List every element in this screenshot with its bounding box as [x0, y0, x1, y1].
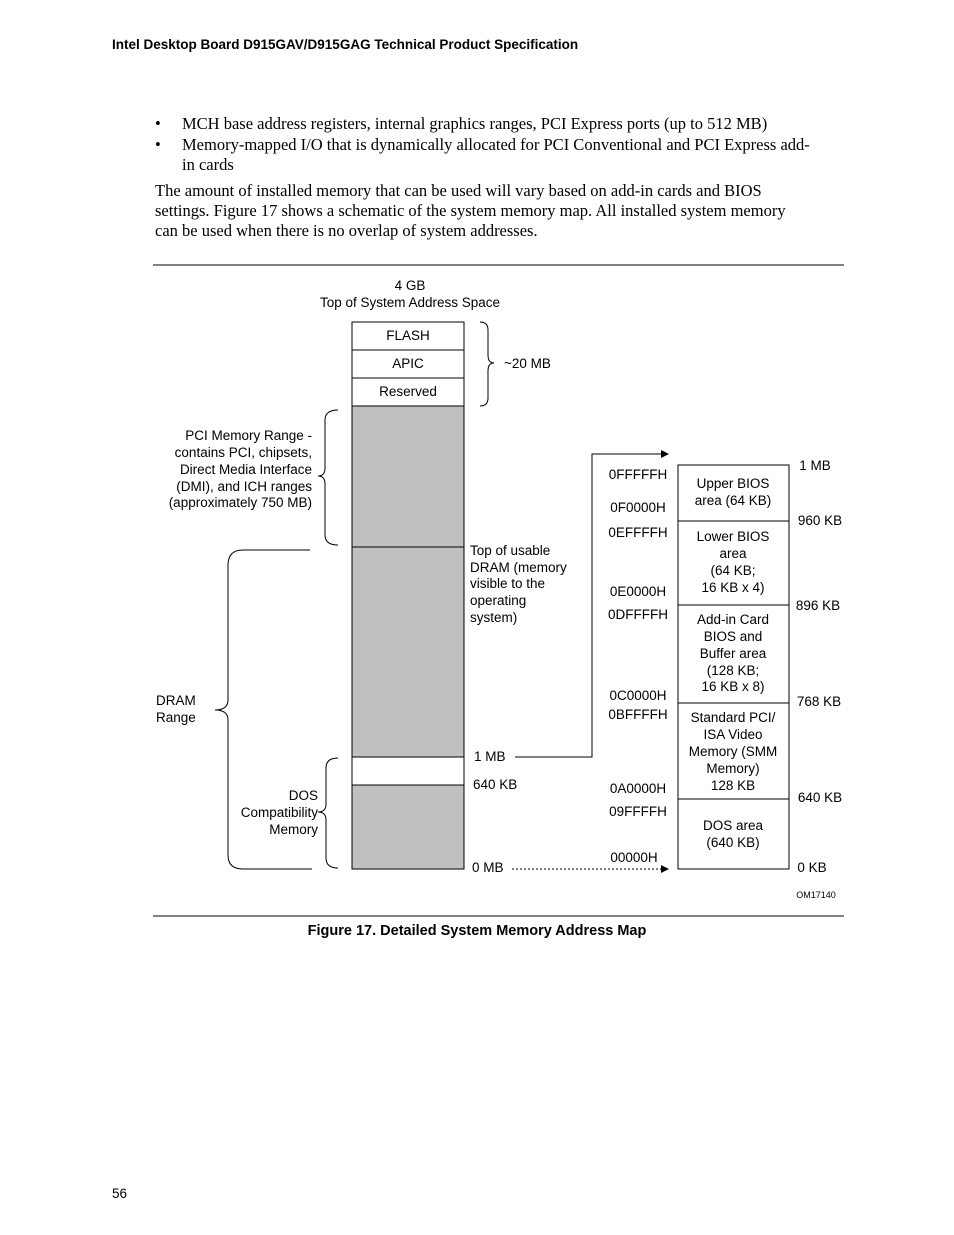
bullet-line: in cards [182, 155, 234, 174]
region-line: Memory (SMM [688, 744, 778, 759]
region-line: Memory) [706, 761, 760, 776]
size-label: 1 MB [799, 458, 831, 473]
region-line: Upper BIOS [696, 476, 770, 491]
page-header: Intel Desktop Board D915GAV/D915GAG Technical Product Specification [112, 37, 579, 52]
pci-range-line: Direct Media Interface [179, 462, 312, 477]
bullet-symbol: • [155, 135, 161, 154]
region-line: (128 KB; [706, 663, 760, 678]
region-line: 16 KB x 4) [701, 580, 765, 595]
size-label: 960 KB [797, 513, 843, 528]
block-label: Reserved [379, 384, 437, 399]
bullet-text: MCH base address registers, internal graphics ranges, PCI Express ports (up to 512 MB) [182, 114, 768, 133]
page-number: 56 [112, 1186, 128, 1201]
paragraph-line: The amount of installed memory that can be used will vary based on add-in cards and BIOS [155, 181, 762, 200]
dram-block [352, 547, 464, 757]
label-1mb-left: 1 MB [474, 749, 506, 764]
block-label: FLASH [386, 328, 430, 343]
top-label-address-space: Top of System Address Space [319, 295, 501, 310]
top-label-4gb: 4 GB [394, 278, 426, 293]
hex-label: 0BFFFFH [608, 707, 668, 722]
top-usable-line: Top of usable [470, 543, 551, 558]
label-20mb: ~20 MB [504, 356, 551, 371]
dos-area-region [678, 799, 789, 869]
hex-address-labels [608, 467, 668, 865]
hex-label: 0E0000H [609, 584, 667, 599]
pci-range-line: (DMI), and ICH ranges [176, 479, 312, 494]
region-line: Add-in Card [696, 612, 770, 627]
pci-range-line: contains PCI, chipsets, [174, 445, 312, 460]
region-line: ISA Video [703, 727, 763, 742]
region-line: 128 KB [710, 778, 756, 793]
top-usable-line: system) [470, 610, 518, 625]
dram-range-line: DRAM [156, 693, 196, 708]
paragraph-line: settings. Figure 17 shows a schematic of the system memory map. All installed system memory [155, 201, 786, 220]
pci-memory-block [352, 406, 464, 547]
region-line: area [719, 546, 747, 561]
region-line: Standard PCI/ [690, 710, 776, 725]
size-label: 640 KB [797, 790, 843, 805]
paragraph-line: can be used when there is no overlap of system addresses. [155, 221, 538, 240]
size-label: 768 KB [796, 694, 842, 709]
brace-pci-range [318, 410, 338, 545]
hex-label: 0F0000H [610, 500, 666, 515]
hex-label: 09FFFFH [609, 804, 667, 819]
bullet-symbol: • [155, 114, 161, 133]
region-line: DOS area [702, 818, 764, 833]
brace-20mb [480, 322, 494, 406]
region-line: BIOS and [703, 629, 763, 644]
label-640kb-left: 640 KB [473, 777, 518, 792]
size-label: 0 KB [797, 860, 827, 875]
hex-label: 0DFFFFH [608, 607, 668, 622]
top-usable-line: DRAM (memory [470, 560, 567, 575]
dos-compat-line: DOS [288, 788, 318, 803]
label-0mb-left: 0 MB [472, 860, 504, 875]
region-line: area (64 KB) [694, 493, 772, 508]
address-space-column [352, 322, 464, 869]
top-usable-line: operating [470, 593, 527, 608]
hex-label: 0C0000H [609, 688, 667, 703]
region-line: 16 KB x 8) [701, 679, 765, 694]
dos-compat-line: Memory [269, 822, 318, 837]
top-usable-line: visible to the [470, 576, 546, 591]
pci-range-line: (approximately 750 MB) [168, 495, 312, 510]
dos-memory-block [352, 785, 464, 869]
pci-range-label [169, 428, 313, 510]
brace-dos-compat [318, 758, 338, 868]
hex-label: 0A0000H [609, 781, 667, 796]
dos-compat-line: Compatibility [240, 805, 318, 820]
hex-label: 0FFFFFH [608, 467, 668, 482]
region-line: Buffer area [699, 646, 767, 661]
bullet-line: Memory-mapped I/O that is dynamically allocated for PCI Conventional and PCI Express add- [182, 135, 810, 154]
low-memory-detail-column [678, 465, 789, 869]
hex-label: 00000H [610, 850, 658, 865]
pci-range-line: PCI Memory Range - [185, 428, 312, 443]
top-usable-dram-label [470, 543, 567, 625]
dos-gap-block [352, 757, 464, 785]
size-label: 896 KB [795, 598, 841, 613]
dram-range-line: Range [156, 710, 196, 725]
figure-caption: Figure 17. Detailed System Memory Address Map [307, 923, 647, 939]
region-line: (64 KB; [710, 563, 756, 578]
hex-label: 0EFFFFH [608, 525, 668, 540]
block-label: APIC [392, 356, 424, 371]
region-line: Lower BIOS [696, 529, 770, 544]
region-line: (640 KB) [706, 835, 760, 850]
figure-code: OM17140 [796, 890, 836, 900]
size-labels [796, 458, 842, 875]
